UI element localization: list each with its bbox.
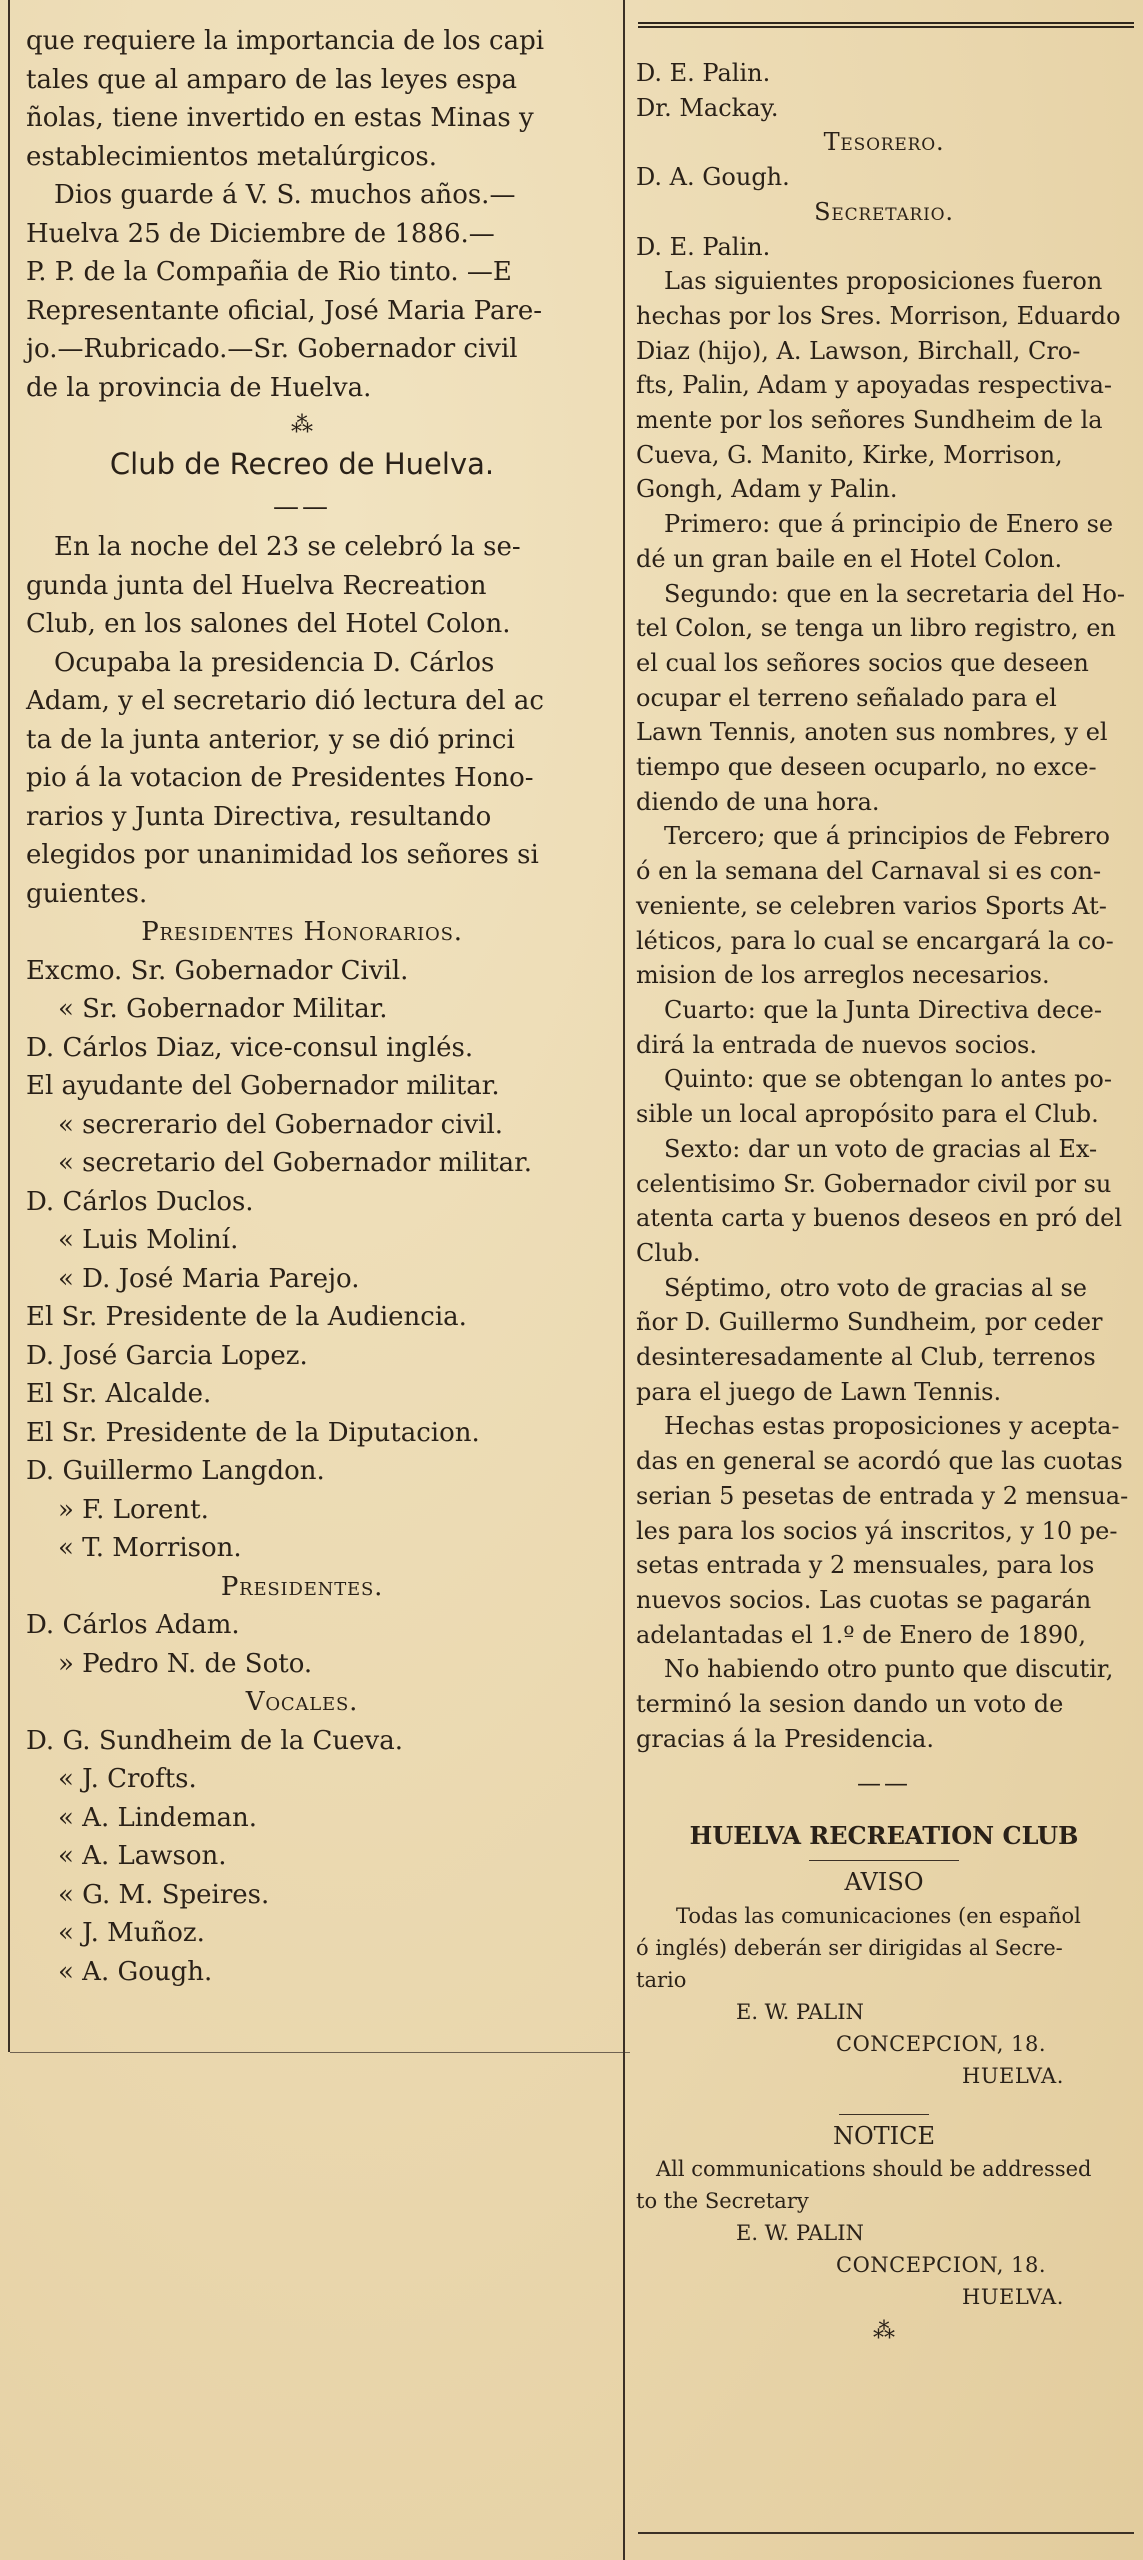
text-line: pio á la votacion de Presidentes Hono- [26, 763, 534, 793]
notice-rule [839, 2114, 929, 2115]
list-item: D. Cárlos Diaz, vice-consul inglés. [26, 1032, 474, 1063]
text-line: Cuarto: que la Junta Directiva dece- [664, 995, 1102, 1024]
text-line: Todas las comunicaciones (en español [676, 1903, 1081, 1928]
text-line: Huelva 25 de Diciembre de 1886.— [26, 218, 495, 249]
text-line: les para los socios yá inscritos, y 10 pe- [636, 1516, 1118, 1545]
list-item: El ayudante del Gobernador militar. [26, 1071, 500, 1101]
text-line: Club, en los salones del Hotel Colon. [26, 609, 511, 639]
board-names [636, 56, 1132, 125]
secretario-name: D. E. Palin. [636, 232, 771, 261]
primero-paragraph [636, 507, 1132, 576]
left-column-text [26, 22, 578, 1991]
left-column-bottom-rule [10, 2052, 630, 2053]
text-line: Primero: que á principio de Enero se [664, 510, 1114, 539]
text-line: gracias á la Presidencia. [636, 1724, 934, 1753]
proposals-paragraph [636, 264, 1132, 507]
text-line: léticos, para lo cual se encargará la co- [636, 926, 1114, 955]
text-line: All communications should be addressed [656, 2157, 1092, 2182]
honorary-presidents-heading: Presidentes Honorarios. [141, 917, 463, 947]
text-line: Segundo: que en la secretaria del Ho- [664, 579, 1126, 608]
text-line: Diaz (hijo), A. Lawson, Birchall, Cro- [636, 336, 1081, 365]
closing-paragraph [26, 176, 578, 407]
tercero-paragraph [636, 819, 1132, 993]
text-line: Gongh, Adam y Palin. [636, 475, 898, 504]
text-line: ó en la semana del Carnaval si es con- [636, 857, 1102, 886]
meeting-paragraph [26, 528, 578, 644]
text-line: elegidos por unanimidad los señores si [26, 840, 539, 870]
text-line: mision de los arreglos necesarios. [636, 961, 1050, 990]
text-line: Cueva, G. Manito, Kirke, Morrison, [636, 440, 1063, 469]
presidents-heading: Presidentes. [220, 1571, 384, 1602]
text-line: Dios guarde á V. S. muchos años.— [54, 180, 516, 210]
quinto-paragraph [636, 1062, 1132, 1131]
list-item: D. José Garcia Lopez. [26, 1340, 308, 1371]
text-line: Ocupaba la presidencia D. Cárlos [54, 647, 495, 678]
text-line: Representante oficial, José Maria Pare- [26, 295, 543, 326]
right-column-top-rule [638, 22, 1134, 28]
sexto-paragraph [636, 1132, 1132, 1271]
aviso-address: CONCEPCION, 18. [836, 2031, 1047, 2056]
list-item: « secrerario del Gobernador civil. [58, 1109, 504, 1140]
text-line: Séptimo, otro voto de gracias al se [664, 1273, 1088, 1302]
text-line: Club. [636, 1238, 701, 1267]
list-item: Excmo. Sr. Gobernador Civil. [26, 955, 409, 986]
text-line: to the Secretary [636, 2189, 809, 2214]
text-line: tario [636, 1967, 687, 1992]
text-line: que requiere la importancia de los capi [26, 26, 545, 56]
text-line: tel Colon, se tenga un libro registro, en [636, 614, 1116, 643]
text-line: das en general se acordó que las cuotas [636, 1447, 1123, 1476]
text-line: nuevos socios. Las cuotas se pagarán [636, 1585, 1092, 1614]
segundo-paragraph [636, 577, 1132, 820]
text-line: mente por los señores Sundheim de la [636, 406, 1103, 435]
right-column-bottom-rule [638, 2532, 1134, 2534]
notice-rule [809, 1860, 959, 1861]
text-line: desinteresadamente al Club, terrenos [636, 1343, 1096, 1372]
list-item: « Sr. Gobernador Militar. [58, 994, 388, 1024]
text-line: tales que al amparo de las leyes espa [26, 64, 518, 95]
right-column [636, 0, 1134, 2560]
septimo-paragraph [636, 1271, 1132, 1410]
list-item: « J. Muñoz. [58, 1918, 205, 1948]
intro-paragraph [26, 22, 578, 176]
notice-heading: NOTICE [832, 2121, 936, 2150]
list-item: « A. Gough. [58, 1956, 213, 1987]
text-line: sible un local apropósito para el Club. [636, 1100, 1099, 1129]
secretario-heading: Secretario. [814, 197, 954, 226]
list-item: Dr. Mackay. [636, 93, 779, 122]
text-line: fts, Palin, Adam y apoyadas respectiva- [636, 371, 1113, 400]
text-line: hechas por los Sres. Morrison, Eduardo [636, 301, 1121, 330]
asterism-divider: ⁂ [873, 2319, 895, 2345]
text-line: Sexto: dar un voto de gracias al Ex- [664, 1134, 1098, 1163]
list-item: » F. Lorent. [58, 1494, 209, 1525]
text-line: Hechas estas proposiciones y acepta- [664, 1412, 1120, 1441]
text-line: No habiendo otro punto que discutir, [664, 1655, 1114, 1684]
list-item: « secretario del Gobernador militar. [58, 1148, 533, 1178]
aviso-city: HUELVA. [962, 2063, 1064, 2088]
text-line: ó inglés) deberán ser dirigidas al Secre- [636, 1935, 1063, 1960]
column-separator [623, 0, 625, 2560]
presidents-list [26, 1606, 578, 1683]
tesorero-heading: Tesorero. [823, 128, 945, 157]
list-item: El Sr. Alcalde. [26, 1379, 212, 1409]
cuarto-paragraph [636, 993, 1132, 1062]
list-item: « Luis Moliní. [58, 1225, 239, 1255]
list-item: » Pedro N. de Soto. [58, 1648, 313, 1679]
text-line: guientes. [26, 878, 148, 909]
text-line: Lawn Tennis, anoten sus nombres, y el [636, 718, 1108, 747]
text-line: atenta carta y buenos deseos en pró del [636, 1204, 1122, 1233]
list-item: « T. Morrison. [58, 1533, 242, 1563]
tesorero-name: D. A. Gough. [636, 163, 790, 192]
text-line: ñor D. Guillermo Sundheim, por ceder [636, 1308, 1103, 1337]
final-paragraph [636, 1652, 1132, 1756]
text-line: para el juego de Lawn Tennis. [636, 1377, 1002, 1406]
list-item: El Sr. Presidente de la Diputacion. [26, 1417, 480, 1448]
text-line: dé un gran baile en el Hotel Colon. [636, 544, 1063, 573]
presidency-paragraph [26, 644, 578, 914]
text-line: rarios y Junta Directiva, resultando [26, 801, 492, 832]
list-item: « D. José Maria Parejo. [58, 1263, 360, 1294]
text-line: de la provincia de Huelva. [26, 372, 372, 403]
text-line: ñolas, tiene invertido en estas Minas y [26, 103, 534, 133]
list-item: « J. Crofts. [58, 1764, 197, 1794]
asterism-divider: ⁂ [291, 413, 313, 438]
list-item: D. Cárlos Adam. [26, 1610, 240, 1640]
aviso-name: E. W. PALIN [736, 1999, 864, 2024]
list-item: D. Cárlos Duclos. [26, 1186, 254, 1217]
text-line: establecimientos metalúrgicos. [26, 141, 437, 172]
text-line: tiempo que deseen ocuparlo, no exce- [636, 753, 1097, 782]
text-line: ta de la junta anterior, y se dió princi [26, 724, 515, 755]
text-line: Adam, y el secretario dió lectura del ac [26, 686, 544, 716]
dash-separator: —— [273, 491, 331, 522]
aviso-body [636, 1900, 1132, 2092]
text-line: jo.—Rubricado.—Sr. Gobernador civil [26, 334, 518, 364]
notice-body [636, 2153, 1132, 2313]
club-title: Club de Recreo de Huelva. [109, 447, 495, 481]
honorary-presidents-list [26, 952, 578, 1568]
text-line: serian 5 pesetas de entrada y 2 mensua- [636, 1481, 1129, 1510]
list-item: « A. Lindeman. [58, 1802, 257, 1833]
text-line: gunda junta del Huelva Recreation [26, 570, 487, 601]
text-line: veniente, se celebren varios Sports At- [636, 891, 1107, 920]
text-line: diendo de una hora. [636, 787, 880, 816]
text-line: En la noche del 23 se celebró la se- [54, 532, 521, 562]
vocales-heading: Vocales. [245, 1687, 359, 1717]
text-line: Quinto: que se obtengan lo antes po- [664, 1065, 1112, 1094]
list-item: El Sr. Presidente de la Audiencia. [26, 1302, 467, 1332]
cuotas-paragraph [636, 1409, 1132, 1652]
text-line: adelantadas el 1.º de Enero de 1890, [636, 1620, 1087, 1649]
text-line: terminó la sesion dando un voto de [636, 1690, 1064, 1719]
right-column-text [636, 56, 1132, 2351]
text-line: dirá la entrada de nuevos socios. [636, 1030, 1037, 1059]
notice-name: E. W. PALIN [736, 2221, 864, 2246]
text-line: setas entrada y 2 mensuales, para los [636, 1551, 1095, 1580]
text-line: Las siguientes proposiciones fueron [664, 267, 1103, 296]
vocales-list [26, 1722, 578, 1992]
left-column [8, 0, 622, 2052]
list-item: D. Guillermo Langdon. [26, 1456, 325, 1486]
list-item: D. E. Palin. [636, 59, 771, 87]
text-line: el cual los señores socios que deseen [636, 648, 1089, 677]
club-notice-title: HUELVA RECREATION CLUB [689, 1821, 1079, 1851]
aviso-heading: AVISO [844, 1867, 924, 1896]
dash-separator: —— [857, 1769, 911, 1798]
text-line: Tercero; que á principios de Febrero [664, 822, 1110, 851]
text-line: P. P. de la Compañia de Rio tinto. —E [26, 257, 512, 287]
notice-city: HUELVA. [962, 2285, 1064, 2310]
list-item: D. G. Sundheim de la Cueva. [26, 1725, 403, 1756]
list-item: « G. M. Speires. [58, 1879, 270, 1910]
list-item: « A. Lawson. [58, 1841, 227, 1871]
text-line: celentisimo Sr. Gobernador civil por su [636, 1169, 1112, 1198]
notice-address: CONCEPCION, 18. [836, 2253, 1047, 2278]
text-line: ocupar el terreno señalado para el [636, 683, 1057, 712]
